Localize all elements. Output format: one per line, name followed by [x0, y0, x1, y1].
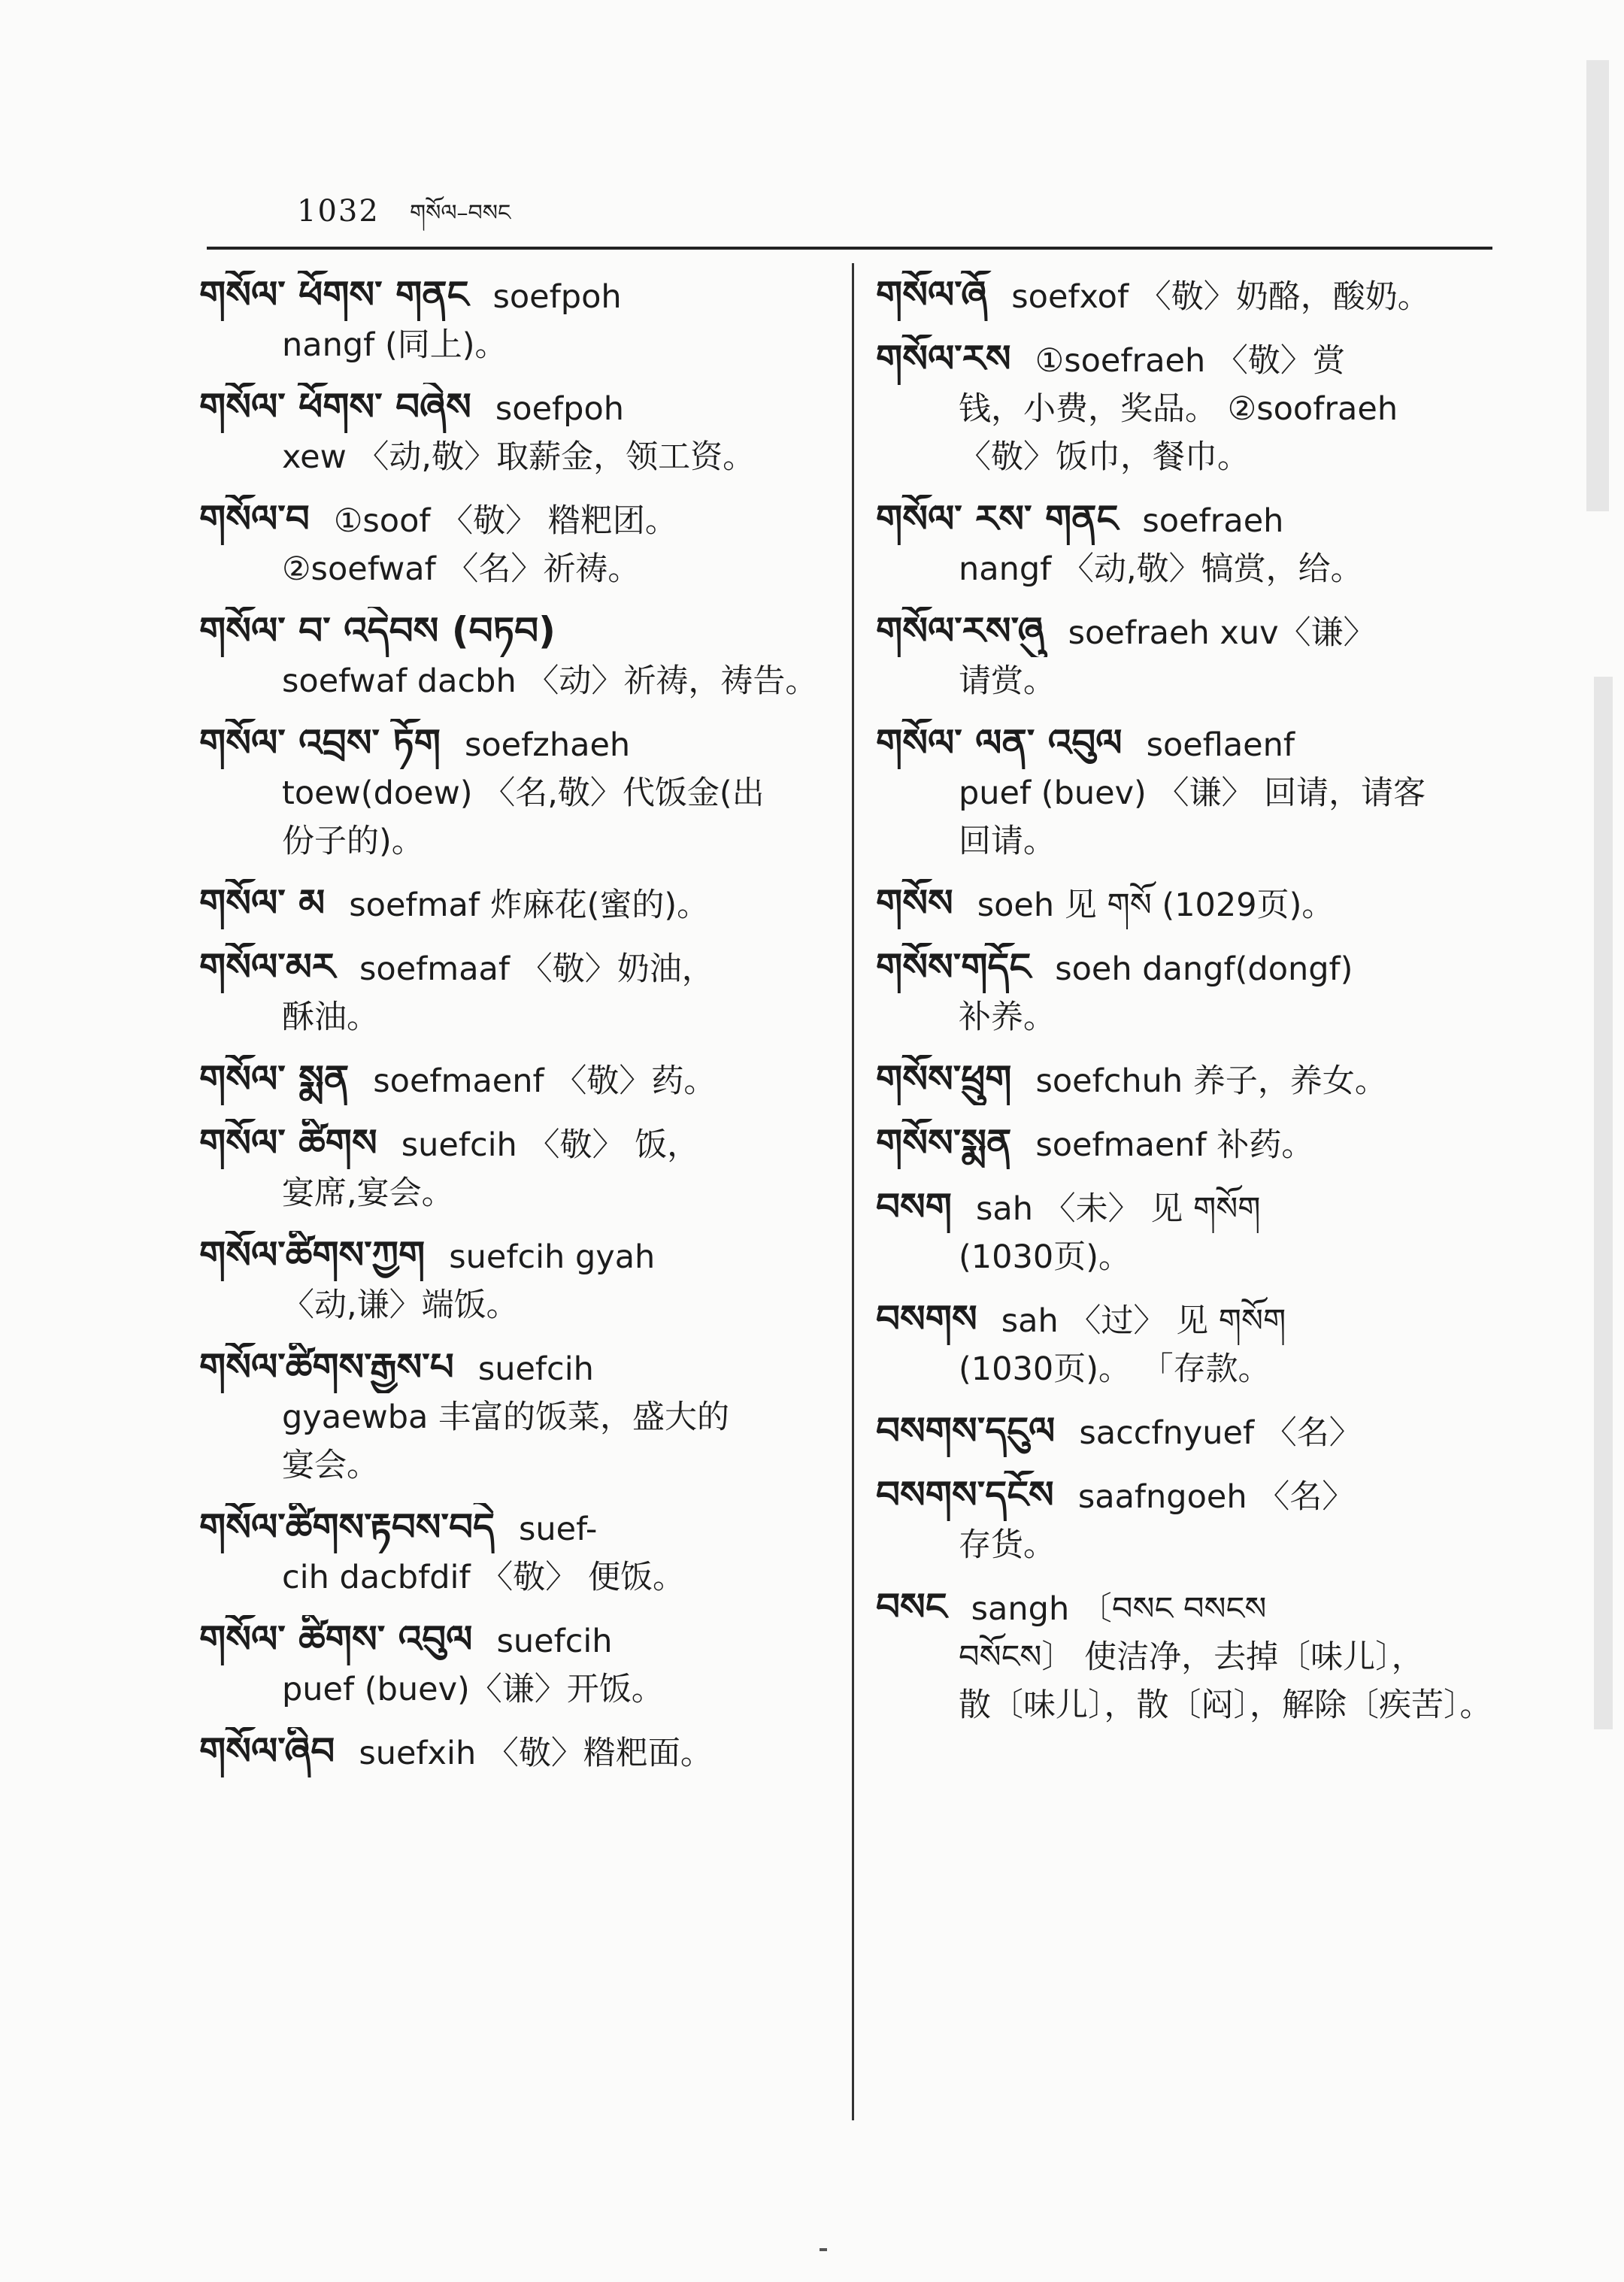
entry-definition: ①soof 〈敬〉 糌粑团。: [333, 502, 677, 540]
dictionary-entry: [199, 943, 831, 1041]
dictionary-entry: [199, 1343, 831, 1490]
headword: བསགས་དངོས: [876, 1473, 1054, 1517]
headword: གསོས་ཕྲུག: [876, 1057, 1012, 1101]
entry-continuation: nangf 〈动,敬〉犒赏，给。: [959, 550, 1363, 588]
entry-definition: soefmaenf 补药。: [1035, 1126, 1314, 1164]
dictionary-entry: [199, 1615, 831, 1714]
entry-first-line: [876, 607, 1500, 657]
headword: གསོལ་ སྨན: [199, 1057, 350, 1101]
right-column: [876, 271, 1500, 1743]
dictionary-entry: [876, 1295, 1500, 1393]
entry-continuation: 钱，小费，奖品。 ②soofraeh: [959, 390, 1398, 428]
entry-first-line: [199, 1727, 831, 1777]
entry-first-line: [199, 271, 831, 321]
dictionary-entry: [199, 719, 831, 865]
entry-continuation: 存货。: [959, 1526, 1056, 1564]
headword: བསང: [876, 1585, 947, 1629]
entry-first-line: [876, 1055, 1500, 1105]
scan-noise: [1586, 60, 1609, 511]
entry-continuation: 宴会。: [282, 1447, 379, 1484]
entry-first-line: [876, 943, 1500, 993]
dictionary-entry: [876, 879, 1500, 929]
entry-first-line: [199, 1119, 831, 1169]
entry-first-line: [876, 1183, 1500, 1233]
entry-continuation: puef (buev) 〈谦〉 回请，请客: [959, 774, 1426, 812]
entry-continuation: 〈动,谦〉端饭。: [282, 1286, 519, 1324]
entry-first-line: [876, 1119, 1500, 1169]
entry-first-line: [199, 719, 831, 769]
headword: གསོལ་ ཕོགས་ གནང: [199, 273, 469, 317]
headword: གསོལ་ འབྲས་ ཏོག: [199, 721, 441, 765]
dictionary-entry: [199, 1727, 831, 1777]
entry-continuation: 〈敬〉饭巾，餐巾。: [959, 438, 1250, 476]
headword: གསོས: [876, 881, 953, 925]
headword: གསོལ་ཚིགས་རྒྱས་པ: [199, 1345, 454, 1389]
headword: གསོལ་བ: [199, 497, 310, 541]
entry-definition: sah 〈未〉 见 གསོག: [976, 1190, 1261, 1228]
entry-first-line: [199, 495, 831, 545]
headword: གསོལ་རས: [876, 337, 1011, 380]
entry-continuation: ②soefwaf 〈名〉祈祷。: [282, 550, 641, 588]
entry-first-line: [199, 943, 831, 993]
entry-first-line: [199, 1343, 831, 1393]
dictionary-entry: [199, 495, 831, 593]
header-rule: [207, 247, 1492, 250]
entry-definition: soefraeh: [1142, 502, 1284, 540]
entry-definition: soeh dangf(dongf): [1055, 950, 1353, 988]
headword: བསགས: [876, 1297, 977, 1341]
page-number: 1032: [297, 194, 380, 229]
entry-definition: soefchuh 养子，养女。: [1035, 1062, 1387, 1100]
headword: གསོལ་ཞོ: [876, 273, 988, 317]
headword: གསོལ་ ཚིགས་ འབུལ: [199, 1617, 473, 1661]
dictionary-entry: [876, 1183, 1500, 1281]
headword: བསགས་དངུལ: [876, 1409, 1056, 1453]
entry-definition: saafngoeh 〈名〉: [1077, 1478, 1355, 1516]
dictionary-entry: [876, 1055, 1500, 1105]
entry-first-line: [199, 1615, 831, 1665]
entry-definition: soefmaf 炸麻花(蜜的)。: [349, 886, 710, 924]
scan-noise: [1594, 677, 1613, 1729]
entry-first-line: [199, 879, 831, 929]
entry-first-line: [876, 1295, 1500, 1345]
entry-continuation: 回请。: [959, 823, 1056, 860]
entry-first-line: [199, 1503, 831, 1553]
headword: གསོལ་ཞིབ: [199, 1729, 335, 1773]
entry-continuation: soefwaf dacbh 〈动〉祈祷，祷告。: [282, 662, 818, 700]
headword: གསོལ་ རས་ གནང: [876, 497, 1119, 541]
entry-definition: soefzhaeh: [464, 726, 631, 764]
dictionary-entry: [199, 607, 831, 705]
entry-definition: saccfnyuef 〈名〉: [1079, 1414, 1362, 1452]
dictionary-entry: [876, 1471, 1500, 1569]
entry-continuation: cih dacbfdif 〈敬〉 便饭。: [282, 1559, 685, 1596]
entry-first-line: [876, 879, 1500, 929]
entry-definition: soefpoh: [492, 278, 622, 316]
left-column: [199, 271, 831, 1791]
entry-continuation: 酥油。: [282, 999, 379, 1036]
entry-continuation: nangf (同上)。: [282, 326, 508, 364]
entry-first-line: [876, 1407, 1500, 1457]
entry-continuation: 份子的)。: [282, 823, 424, 860]
entry-continuation: gyaewba 丰富的饭菜，盛大的: [282, 1399, 730, 1436]
dictionary-entry: [199, 1503, 831, 1602]
entry-first-line: [199, 1055, 831, 1105]
dictionary-entry: [876, 943, 1500, 1041]
headword: གསོལ་རས་ཞུ: [876, 609, 1044, 653]
dictionary-entry: [876, 271, 1500, 321]
entry-first-line: [199, 1231, 831, 1281]
dictionary-entry: [876, 1583, 1500, 1729]
dictionary-entry: [876, 1119, 1500, 1169]
entry-continuation: 散〔味儿〕，散〔闷〕，解除〔疾苦〕。: [959, 1686, 1492, 1724]
headword: གསོས་གདོང: [876, 945, 1032, 989]
headword: གསོལ་ ཚིགས: [199, 1121, 377, 1165]
dictionary-entry: [876, 335, 1500, 481]
dictionary-entry: [199, 383, 831, 481]
entry-definition: sah 〈过〉 见 གསོག: [1001, 1302, 1286, 1340]
entry-first-line: [876, 495, 1500, 545]
entry-continuation: 宴席,宴会。: [282, 1174, 454, 1212]
dictionary-entry: [199, 879, 831, 929]
entry-definition: soefpoh: [495, 390, 625, 428]
headword: གསོལ་མར: [199, 945, 335, 989]
headword: བསག: [876, 1185, 952, 1229]
dictionary-entry: [876, 607, 1500, 705]
dictionary-entry: [876, 1407, 1500, 1457]
entry-first-line: [199, 383, 831, 433]
entry-definition: suef-: [519, 1511, 598, 1548]
headword: གསོལ་ ཕོགས་ བཞེས: [199, 385, 471, 429]
entry-definition: suefcih 〈敬〉 饭，: [401, 1126, 700, 1164]
entry-continuation: (1030页)。 「存款。: [959, 1350, 1271, 1388]
entry-definition: soeh 见 གསོ (1029页)。: [977, 886, 1335, 924]
headword: གསོལ་ བ་ འདེབས (བཏབ): [199, 609, 556, 653]
entry-definition: ①soefraeh 〈敬〉赏: [1035, 342, 1345, 380]
headword: གསོལ་ཚིགས་ཀྱག: [199, 1233, 426, 1277]
entry-first-line: [876, 1583, 1500, 1633]
headword: གསོས་སྨན: [876, 1121, 1012, 1165]
headword: གསོལ་ ལན་ འབུལ: [876, 721, 1123, 765]
dictionary-entry: [876, 495, 1500, 593]
dictionary-entry: [876, 719, 1500, 865]
entry-continuation: toew(doew) 〈名,敬〉代饭金(出: [282, 774, 765, 812]
entry-continuation: བསོངས〕 使洁净，去掉〔味儿〕，: [959, 1638, 1424, 1676]
dictionary-entry: [199, 271, 831, 369]
entry-continuation: 补养。: [959, 999, 1056, 1036]
entry-first-line: [876, 1471, 1500, 1521]
dictionary-entry: [199, 1119, 831, 1217]
entry-definition: suefcih: [477, 1350, 594, 1388]
entry-continuation: 请赏。: [959, 662, 1056, 700]
entry-first-line: [876, 335, 1500, 385]
entry-continuation: puef (buev)〈谦〉开饭。: [282, 1671, 664, 1708]
entry-definition: soefmaaf 〈敬〉奶油，: [359, 950, 714, 988]
headword: གསོལ་ མ: [199, 881, 326, 925]
entry-definition: suefcih: [496, 1623, 613, 1660]
column-divider: [852, 263, 854, 2120]
entry-first-line: [876, 271, 1500, 321]
entry-definition: soefxof 〈敬〉奶酪，酸奶。: [1011, 278, 1430, 316]
entry-definition: sangh 〔བསང བསངས: [971, 1590, 1267, 1628]
entry-definition: suefcih gyah: [449, 1238, 656, 1276]
dictionary-entry: [199, 1231, 831, 1329]
entry-definition: soefraeh xuv〈谦〉: [1068, 614, 1376, 652]
entry-first-line: [199, 607, 831, 657]
entry-continuation: (1030页)。: [959, 1238, 1131, 1276]
entry-definition: suefxih 〈敬〉糌粑面。: [359, 1735, 713, 1772]
entry-definition: soeflaenf: [1146, 726, 1295, 764]
running-head: གསོལ–བསང: [410, 200, 511, 226]
dictionary-entry: [199, 1055, 831, 1105]
scan-mark: [820, 2248, 827, 2251]
entry-first-line: [876, 719, 1500, 769]
entry-continuation: xew 〈动,敬〉取薪金，领工资。: [282, 438, 756, 476]
headword: གསོལ་ཚིགས་རྟབས་བདེ: [199, 1505, 495, 1549]
entry-definition: soefmaenf 〈敬〉药。: [373, 1062, 717, 1100]
